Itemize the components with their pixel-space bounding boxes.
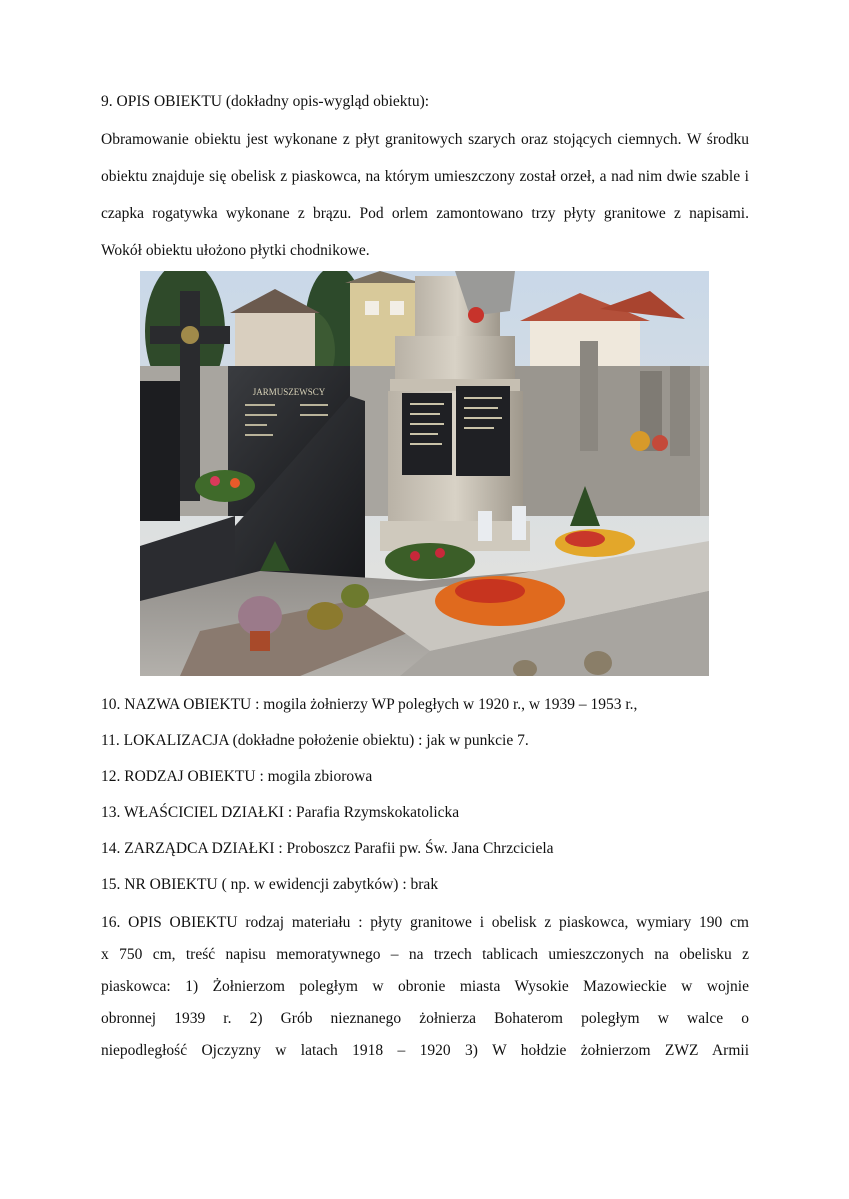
item-15	[101, 876, 438, 894]
section-16-key: 16. OPIS OBIEKTU	[101, 914, 238, 931]
item-10	[101, 696, 637, 714]
section-9-line-1: Obramowanie obiektu jest wykonane z płyt granitowych szarych oraz stojących ciemnych. W środku	[101, 131, 749, 148]
section-9-heading	[101, 93, 429, 111]
item-12	[101, 768, 372, 786]
section-9-heading-rest: (dokładny opis-wygląd obiektu):	[222, 93, 430, 110]
section-16-line-1-text: rodzaj materiału : płyty granitowe i obelisk z piaskowca, wymiary 190 cm	[237, 914, 749, 931]
section-16-line-4: obronnej 1939 r. 2) Grób nieznanego żołnierza Bohaterom poległym w walce o	[101, 1010, 749, 1027]
item-12-value: : mogila zbiorowa	[255, 768, 373, 785]
item-13-value: : Parafia Rzymskokatolicka	[283, 804, 460, 821]
plaque-left-text: JARMUSZEWSCY	[252, 387, 326, 397]
section-9-line-2: obiektu znajduje się obelisk z piaskowca, na którym umieszczony został orzeł, a nad nim dwie szable i	[101, 168, 749, 185]
item-10-key: 10. NAZWA OBIEKTU	[101, 696, 252, 713]
item-14-value: : Proboszcz Parafii pw. Św. Jana Chrzciciela	[274, 840, 554, 857]
section-9-line-4: Wokół obiektu ułożono płytki chodnikowe.	[101, 242, 370, 259]
item-13	[101, 804, 459, 822]
section-9-key: 9. OPIS OBIEKTU	[101, 93, 222, 110]
item-15-key: 15. NR OBIEKTU	[101, 876, 218, 893]
item-12-key: 12. RODZAJ OBIEKTU	[101, 768, 256, 785]
item-15-value: ( np. w ewidencji zabytków) : brak	[217, 876, 439, 893]
item-11-value: (dokładne położenie obiektu) : jak w punkcie 7.	[228, 732, 529, 749]
section-16-line-2: x 750 cm, treść napisu memoratywnego – na trzech tablicach umieszczonych na obelisku z	[101, 946, 749, 963]
monument-photo	[140, 271, 709, 676]
item-14-key: 14. ZARZĄDCA DZIAŁKI	[101, 840, 275, 857]
item-11	[101, 732, 529, 750]
section-9-line-3: czapka rogatywka wykonane z brązu. Pod orlem zamontowano trzy płyty granitowe z napisami.	[101, 205, 749, 222]
item-11-key: 11. LOKALIZACJA	[101, 732, 229, 749]
section-16-line-3: piaskowca: 1) Żołnierzom poległym w obronie miasta Wysokie Mazowieckie w wojnie	[101, 978, 749, 995]
item-10-value: : mogila żołnierzy WP poległych w 1920 r., w 1939 – 1953 r.,	[251, 696, 638, 713]
item-13-key: 13. WŁAŚCICIEL DZIAŁKI	[101, 804, 284, 821]
item-14	[101, 840, 554, 858]
section-16-line-5: niepodległość Ojczyzny w latach 1918 – 1920 3) W hołdzie żołnierzom ZWZ Armii	[101, 1042, 749, 1059]
